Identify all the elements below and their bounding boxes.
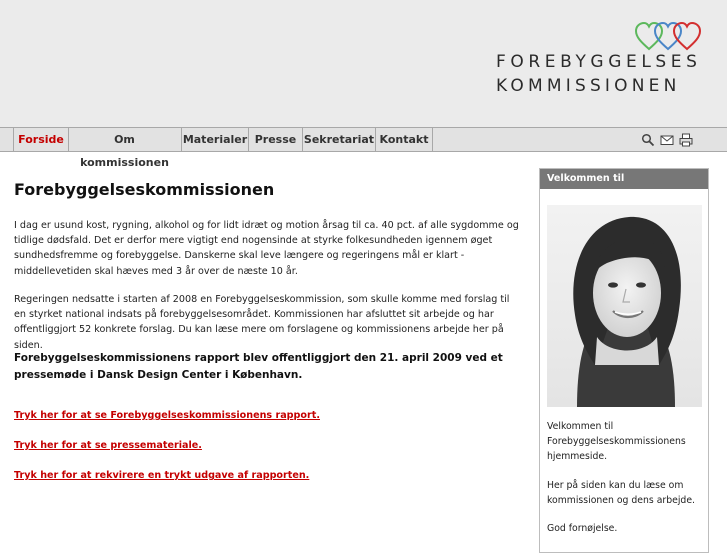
search-icon[interactable] (641, 133, 655, 147)
report-announcement: Forebyggelseskommissionens rapport blev offentliggjort den 21. april 2009 ved et pressemøde i Dansk Design Center i København. (14, 352, 503, 381)
intro-paragraph: I dag er usund kost, rygning, alkohol og for lidt idræt og motion årsag til ca. 40 pct. af alle sygdomme og tidlige dødsfald. Det er derfor mere vigtigt end nogensinde at styrke folkesundheden igennem øget sundhedsfremme og forebyggelse. Danskerne skal leve længere og regeringens mål er klart - middellevetiden skal hæves med 3 år over de næste 10 år. (14, 220, 519, 277)
mail-icon[interactable] (660, 133, 674, 147)
site-header (0, 0, 727, 127)
nav-tools (641, 133, 701, 147)
nav-item-sekretariat[interactable]: Sekretariat (303, 128, 376, 151)
welcome-text: Velkommen til Forebyggelseskommissionens hjemmeside. (547, 421, 686, 462)
order-print-link[interactable]: Tryk her for at rekvirere en trykt udgave af rapporten. (14, 470, 310, 481)
nav-item-presse[interactable]: Presse (249, 128, 303, 151)
nav-item-om-kommissionen[interactable]: Om kommissionen (68, 128, 182, 151)
logo-text-line2: KOMMISSIONEN (496, 76, 681, 96)
welcome-heading: Velkommen til (540, 169, 708, 189)
commission-paragraph: Regeringen nedsatte i starten af 2008 en Forebyggelseskommission, som skulle komme med forslag til en styrket national indsats på forebyggelsesområdet. Kommissionen har afsluttet sit arbejde og har offentliggjort 52 konkrete forslag. Du kan læse mere om forslagene og kommissionens arbejde her på siden. (14, 294, 510, 351)
portrait-photo (547, 205, 702, 407)
nav-item-kontakt[interactable]: Kontakt (376, 128, 433, 151)
hearts-logo-icon (635, 22, 703, 52)
page-title: Forebyggelseskommissionen (14, 180, 275, 199)
nav-item-materialer[interactable]: Materialer (182, 128, 249, 151)
closing-text: God fornøjelse. (547, 523, 618, 534)
site-logo[interactable] (496, 22, 711, 102)
nav-item-forside[interactable]: Forside (13, 128, 69, 151)
report-link[interactable]: Tryk her for at se Forebyggelseskommissionens rapport. (14, 410, 320, 421)
logo-text-line1: FOREBYGGELSES (496, 52, 702, 72)
main-nav (0, 127, 727, 169)
about-text: Her på siden kan du læse om kommissionen og dens arbejde. (547, 480, 696, 506)
print-icon[interactable] (679, 133, 693, 147)
welcome-box (539, 168, 709, 553)
press-material-link[interactable]: Tryk her for at se pressemateriale. (14, 440, 202, 451)
